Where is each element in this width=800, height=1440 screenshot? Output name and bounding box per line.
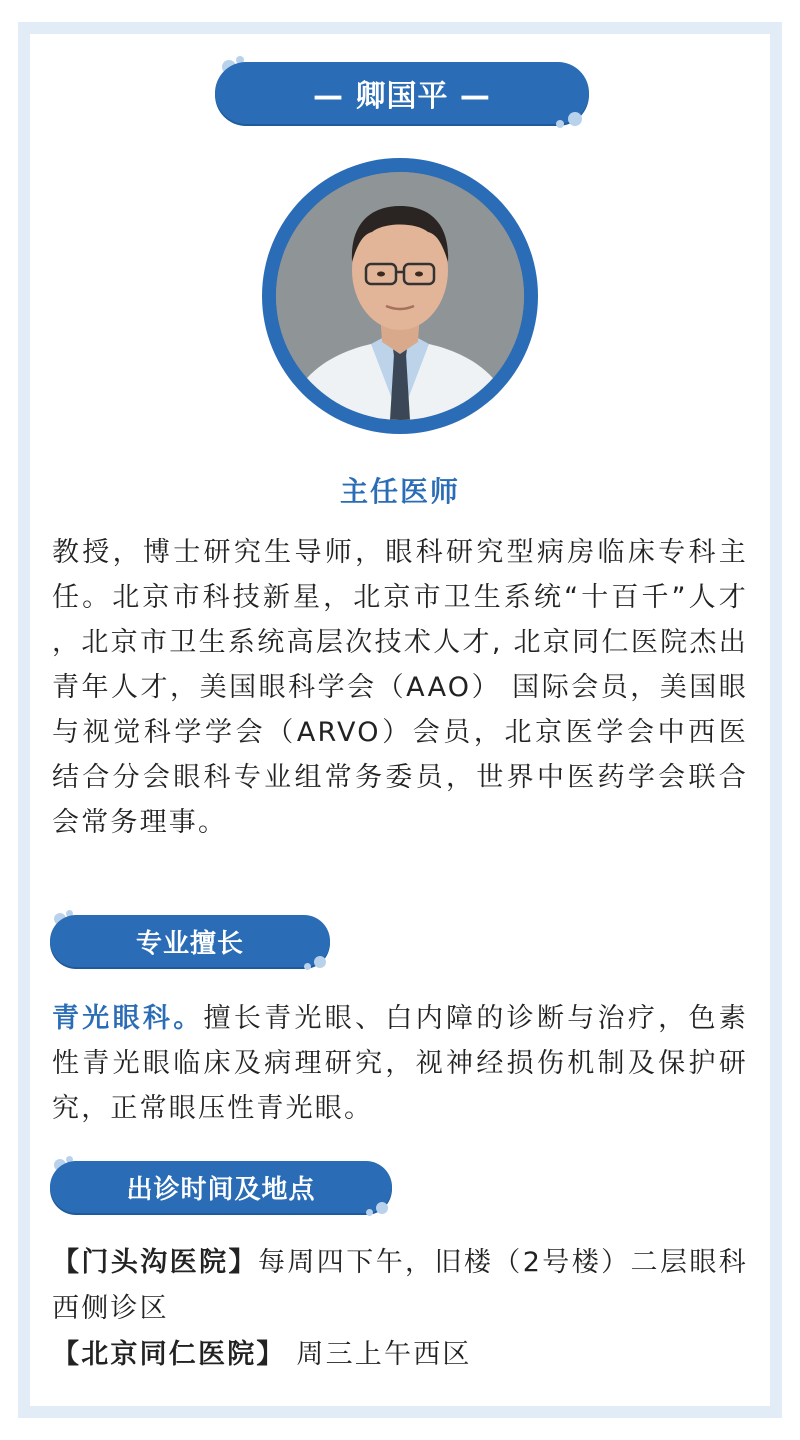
expertise-detail: 擅长青光眼、白内障的诊断与治疗，色素性青光眼临床及病理研究，视神经损伤机制及保护研究，正常眼压性青光眼。 [52,1003,748,1124]
schedule-time: 每周四下午，旧楼（2号楼）二层眼科西侧诊区 [52,1247,749,1324]
doctor-name-banner: — 卿国平 — [215,62,589,124]
schedule-item [52,1240,748,1332]
schedule-location: 【门头沟医院】 [52,1247,258,1278]
expertise-text [52,996,748,1131]
doctor-portrait-icon [276,172,524,420]
decor-dot [304,963,311,970]
decor-dot [376,1202,388,1214]
schedule-list [52,1240,748,1378]
decor-dot [556,120,564,128]
doctor-title: 主任医师 [339,475,460,508]
schedule-location: 【北京同仁医院】 [52,1339,286,1370]
schedule-time: 周三上午西区 [285,1339,472,1370]
doctor-intro: 教授，博士研究生导师，眼科研究型病房临床专科主任。北京市科技新星，北京市卫生系统“十百千”人才 ，北京市卫生系统高层次技术人才, 北京同仁医院杰出青年人才，美国眼科学会（AAO） 国际会员，美国眼与视觉科学学会（ARVO）会员，北京医学会中西医结合分会眼科专业组常务委员，世界中医药学会联合会常务理事。 [52,537,748,838]
schedule-item [52,1332,748,1378]
decor-dot [314,956,326,968]
decor-dot [568,112,582,126]
decor-dot [366,1209,373,1216]
schedule-heading: 出诊时间及地点 [50,1161,392,1213]
expertise-heading: 专业擅长 [50,915,330,967]
specialty-highlight: 青光眼科。 [52,1003,204,1034]
